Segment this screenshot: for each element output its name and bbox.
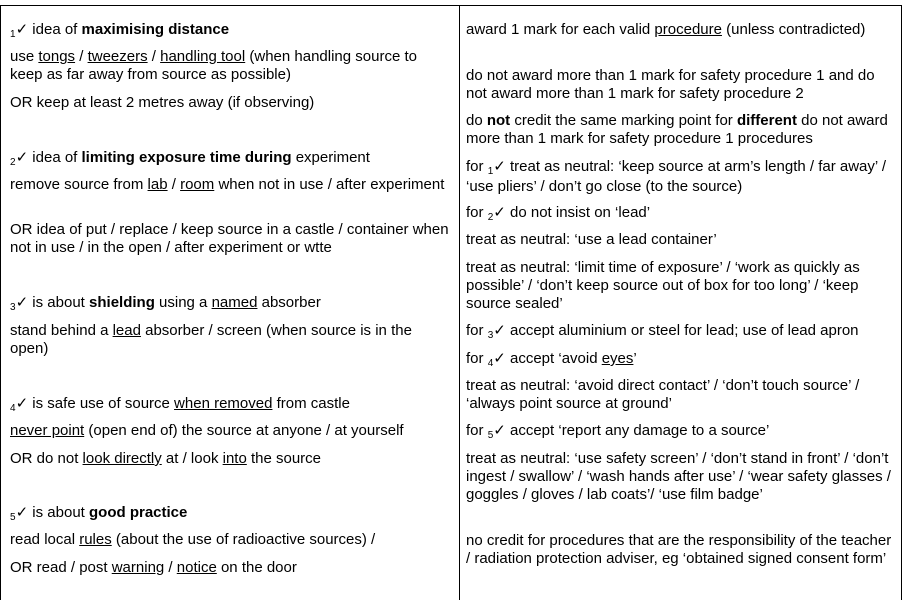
text-run: maximising distance: [81, 21, 230, 38]
text-run: treat as neutral: ‘avoid direct contact’ / ‘don’t touch source’ / ‘always point source at ground’: [466, 377, 860, 412]
text-run: stand behind a: [10, 322, 113, 339]
answer-line: [10, 176, 452, 194]
text-run: do not award more than 1 mark for safety procedure 1 and do not award more than 1 mark for safety procedure 2: [466, 67, 875, 102]
text-run: accept ‘avoid: [505, 350, 602, 367]
text-run: shielding: [89, 294, 155, 311]
text-run: (open end of) the source at anyone / at yourself: [84, 422, 404, 439]
marking-point-4: [10, 395, 452, 415]
text-run: /: [164, 559, 177, 576]
answer-line: [10, 94, 452, 112]
tick-icon: ✓: [493, 350, 506, 367]
text-run: named: [211, 294, 258, 311]
tick-icon: ✓: [15, 21, 29, 38]
guidance-column: [460, 5, 900, 600]
guidance-note: [466, 532, 896, 568]
answer-line: [10, 322, 452, 358]
marking-point-2: [10, 149, 452, 169]
text-run: accept ‘report any damage to a source’: [505, 422, 770, 439]
text-run: 3: [10, 302, 16, 313]
text-run: good practice: [89, 504, 188, 521]
text-run: (about the use of radioactive sources) /: [111, 531, 376, 548]
text-run: treat as neutral: ‘keep source at arm’s length / far away’ / ‘use pliers’ / don’t go close (to the source): [466, 158, 887, 195]
text-run: 4: [10, 403, 16, 414]
text-run: is safe use of source: [28, 395, 175, 412]
text-run: /: [75, 48, 88, 65]
text-run: tweezers: [87, 48, 148, 65]
text-run: when removed: [174, 395, 273, 412]
text-run: lab: [147, 176, 168, 193]
text-run: limiting exposure time during: [81, 149, 292, 166]
text-run: accept aluminium or steel for lead; use of lead apron: [505, 322, 859, 339]
text-run: /: [147, 48, 161, 65]
text-run: look directly: [82, 450, 162, 467]
tick-icon: ✓: [15, 504, 29, 521]
answer-line: [10, 221, 452, 257]
marking-point-5: [10, 504, 452, 524]
text-run: into: [222, 450, 247, 467]
guidance-note: [466, 67, 896, 103]
text-run: idea of: [28, 149, 82, 166]
marking-point-3: [10, 294, 452, 314]
text-run: from castle: [272, 395, 350, 412]
text-run: use: [10, 48, 39, 65]
text-run: not: [486, 112, 511, 129]
text-run: 3: [487, 330, 494, 341]
tick-icon: ✓: [15, 395, 29, 412]
text-run: no credit for procedures that are the responsibility of the teacher / radiation protection adviser, eg ‘obtained signed consent form’: [466, 532, 892, 567]
text-run: credit the same marking point for: [510, 112, 737, 129]
text-run: do: [466, 112, 487, 129]
guidance-note: [466, 450, 896, 504]
tick-icon: ✓: [493, 204, 506, 221]
text-run: (unless contradicted): [721, 21, 866, 38]
tick-icon: ✓: [493, 158, 506, 175]
text-run: award 1 mark for each valid: [466, 21, 655, 38]
text-run: OR do not: [10, 450, 83, 467]
text-run: 4: [487, 358, 494, 369]
guidance-note: [466, 231, 896, 249]
text-run: handling tool: [160, 48, 246, 65]
text-run: read local: [10, 531, 80, 548]
text-run: using a: [154, 294, 212, 311]
text-run: for: [466, 158, 488, 175]
guidance-note: [466, 350, 896, 370]
text-run: treat as neutral: ‘limit time of exposure’ / ‘work as quickly as possible’ / ‘don’t keep source out of box for too long’ / ‘keep source sealed’: [466, 259, 860, 312]
text-run: procedure: [654, 21, 722, 38]
text-run: absorber / screen (when source is in the open): [10, 322, 412, 357]
text-run: room: [180, 176, 215, 193]
tick-icon: ✓: [493, 422, 506, 439]
text-run: experiment: [291, 149, 370, 166]
text-run: is about: [28, 294, 90, 311]
text-run: rules: [79, 531, 112, 548]
text-run: /: [167, 176, 181, 193]
text-run: when not in use / after experiment: [214, 176, 445, 193]
text-run: the source: [246, 450, 322, 467]
text-run: different: [736, 112, 797, 129]
text-run: OR idea of put / replace / keep source in a castle / container when not in use / in the open / after experiment or wtte: [10, 221, 449, 256]
text-run: 2: [10, 157, 16, 168]
text-run: lead: [112, 322, 141, 339]
text-run: 5: [10, 512, 16, 523]
guidance-note: [466, 322, 896, 342]
tick-icon: ✓: [493, 322, 506, 339]
text-run: notice: [176, 559, 217, 576]
answer-line: [10, 48, 452, 84]
guidance-note: [466, 377, 896, 413]
guidance-note: [466, 204, 896, 224]
tick-icon: ✓: [15, 149, 29, 166]
guidance-note: [466, 112, 896, 148]
text-run: ’: [633, 350, 637, 367]
marking-points-column: [1, 5, 458, 600]
text-run: do not insist on ‘lead’: [505, 204, 651, 221]
text-run: 2: [487, 212, 494, 223]
text-run: 1: [10, 29, 16, 40]
text-run: remove source from: [10, 176, 148, 193]
text-run: do not award more than 1 mark for safety procedure 1 procedures: [466, 112, 888, 147]
text-run: tongs: [38, 48, 76, 65]
tick-icon: ✓: [15, 294, 29, 311]
text-run: treat as neutral: ‘use a lead container’: [466, 231, 717, 248]
guidance-note: [466, 21, 896, 39]
text-run: OR read / post: [10, 559, 112, 576]
text-run: absorber: [257, 294, 321, 311]
guidance-note: [466, 158, 896, 196]
text-run: never point: [10, 422, 85, 439]
marking-point-1: [10, 21, 452, 41]
answer-line: [10, 559, 452, 577]
text-run: idea of: [28, 21, 82, 38]
text-run: for: [466, 204, 488, 221]
text-run: 5: [487, 430, 494, 441]
text-run: at / look: [161, 450, 223, 467]
guidance-note: [466, 422, 896, 442]
text-run: on the door: [216, 559, 297, 576]
answer-line: [10, 422, 452, 440]
text-run: (when handling source to keep as far away from source as possible): [10, 48, 417, 83]
text-run: for: [466, 322, 488, 339]
answer-line: [10, 450, 452, 468]
text-run: for: [466, 350, 488, 367]
text-run: is about: [28, 504, 90, 521]
text-run: OR keep at least 2 metres away (if observing): [10, 94, 315, 111]
text-run: for: [466, 422, 488, 439]
text-run: warning: [111, 559, 165, 576]
answer-line: [10, 531, 452, 549]
text-run: treat as neutral: ‘use safety screen’ / ‘don’t stand in front’ / ‘don’t ingest / swallow’ / ‘wash hands after use’ / ‘wear safety glasses / goggles / gloves / lab coats’/ ‘use film badge’: [466, 450, 891, 503]
guidance-note: [466, 259, 896, 313]
text-run: eyes: [601, 350, 634, 367]
text-run: 1: [487, 166, 494, 177]
